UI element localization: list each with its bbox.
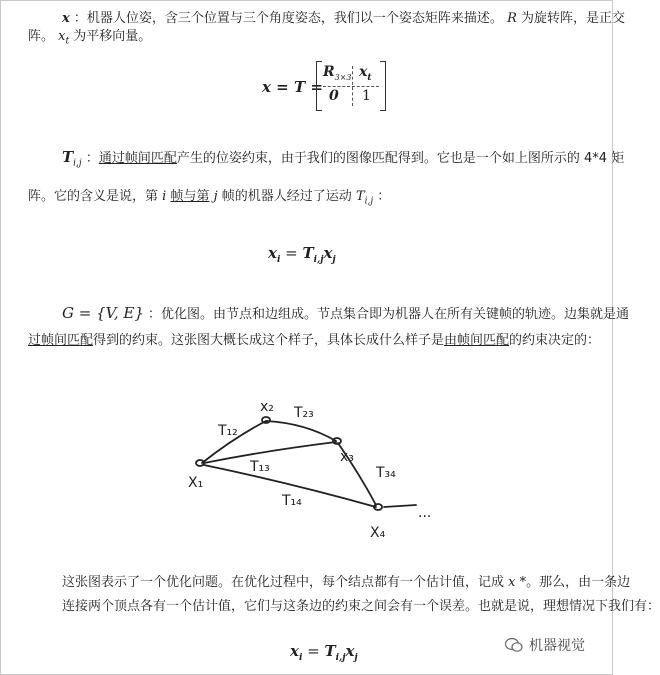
edge-x4-tail: [384, 505, 416, 507]
underlined-text: 由帧间匹配: [444, 333, 510, 348]
var-R: R: [507, 11, 517, 26]
matrix-zero: 0: [329, 88, 339, 104]
paragraph-graph-2: [28, 330, 600, 352]
edge-x1-x3: [204, 442, 336, 463]
text: 矩: [611, 151, 625, 166]
colon: ：: [73, 11, 87, 26]
matrix-R: $R_{3\times 3}$: [323, 64, 352, 82]
text: ：优化图。由节点和边组成。节点集合即为机器人在所有关键帧的轨迹。边集就是通: [148, 307, 630, 322]
text: 。那么，由一条边: [526, 575, 631, 590]
paragraph-error: [62, 596, 660, 618]
var-x: x: [62, 11, 70, 26]
matrix-one: 1: [362, 88, 371, 104]
wechat-icon: [505, 637, 523, 653]
paragraph-motion: [28, 186, 390, 213]
text: 这张图表示了一个优化问题。在优化过程中，每个结点都有一个估计值，记成: [62, 575, 505, 590]
paragraph-graph: [62, 302, 629, 326]
var-T: T: [62, 148, 74, 166]
text: 产生的位姿约束，由于我们的图像匹配得到。它也是一个如上图所示的: [176, 151, 580, 166]
paragraph-translation: [28, 26, 151, 53]
underlined-text: 过帧间匹配: [28, 333, 94, 348]
equation-xi-ideal: $x_i = T_{i,j}x_j$: [290, 642, 358, 663]
subscript: i,j: [364, 196, 374, 207]
paragraph-optimization: [62, 572, 630, 594]
subscript: i,j: [73, 158, 82, 169]
text: 机器人位姿，含三个位置与三个角度姿态，我们以一个姿态矩阵来描述。: [86, 11, 503, 26]
text: 得到的约束。这张图大概长成这个样子，具体长成什么样子是: [93, 333, 445, 348]
watermark: [505, 635, 585, 655]
label-x3: x₃: [340, 449, 354, 465]
label-x2: x₂: [260, 399, 274, 415]
matrix-divider-h: [323, 86, 379, 87]
var-j: j: [213, 189, 218, 204]
subscript: t: [65, 36, 70, 47]
text: 为旋转阵，是正交: [521, 11, 626, 26]
label-T34: T₃₄: [376, 465, 396, 481]
colon: ：: [85, 151, 99, 166]
equation-xi: $x_i = T_{i,j}x_j$: [268, 244, 336, 265]
var-xt: x: [58, 29, 66, 44]
text: 为平移向量。: [73, 29, 152, 44]
text: 连接两个顶点各有一个估计值，它们与这条边的约束之间会有一个误差。也就是说，理想情况下我们有：: [62, 599, 660, 614]
paragraph-constraint: [62, 146, 624, 175]
label-T23: T₂₃: [294, 405, 314, 421]
label-T13: T₁₃: [250, 459, 270, 475]
text: 的约束决定的：: [509, 333, 601, 348]
matrix-size: 4*4: [584, 151, 608, 166]
label-x1: X₁: [188, 475, 204, 491]
matrix-xt: $x_t$: [359, 64, 372, 83]
equation-pose-matrix-lhs: x = T =: [262, 78, 323, 96]
var-i: i: [162, 189, 167, 204]
underlined-text: 通过帧间匹配: [98, 151, 177, 166]
text: 阵。它的含义是说，第: [28, 189, 159, 204]
label-T12: T₁₂: [218, 423, 238, 439]
edge-x2-x3: [266, 421, 336, 441]
var-xstar: x *: [508, 575, 527, 590]
pose-graph-sketch: [180, 395, 440, 555]
var-G: G = {V, E}: [62, 304, 144, 322]
label-x4: X₄: [370, 525, 386, 541]
label-dots: ...: [418, 505, 432, 521]
label-T14: T₁₄: [282, 493, 302, 509]
pose-matrix: [316, 62, 386, 110]
var-T: T: [355, 189, 365, 204]
text: 帧与第: [170, 189, 210, 204]
colon: ：: [377, 189, 391, 204]
watermark-text: 机器视觉: [529, 638, 585, 654]
node-x2: [262, 417, 270, 423]
text: 帧的机器人经过了运动: [221, 189, 352, 204]
text: 阵。: [28, 29, 55, 44]
